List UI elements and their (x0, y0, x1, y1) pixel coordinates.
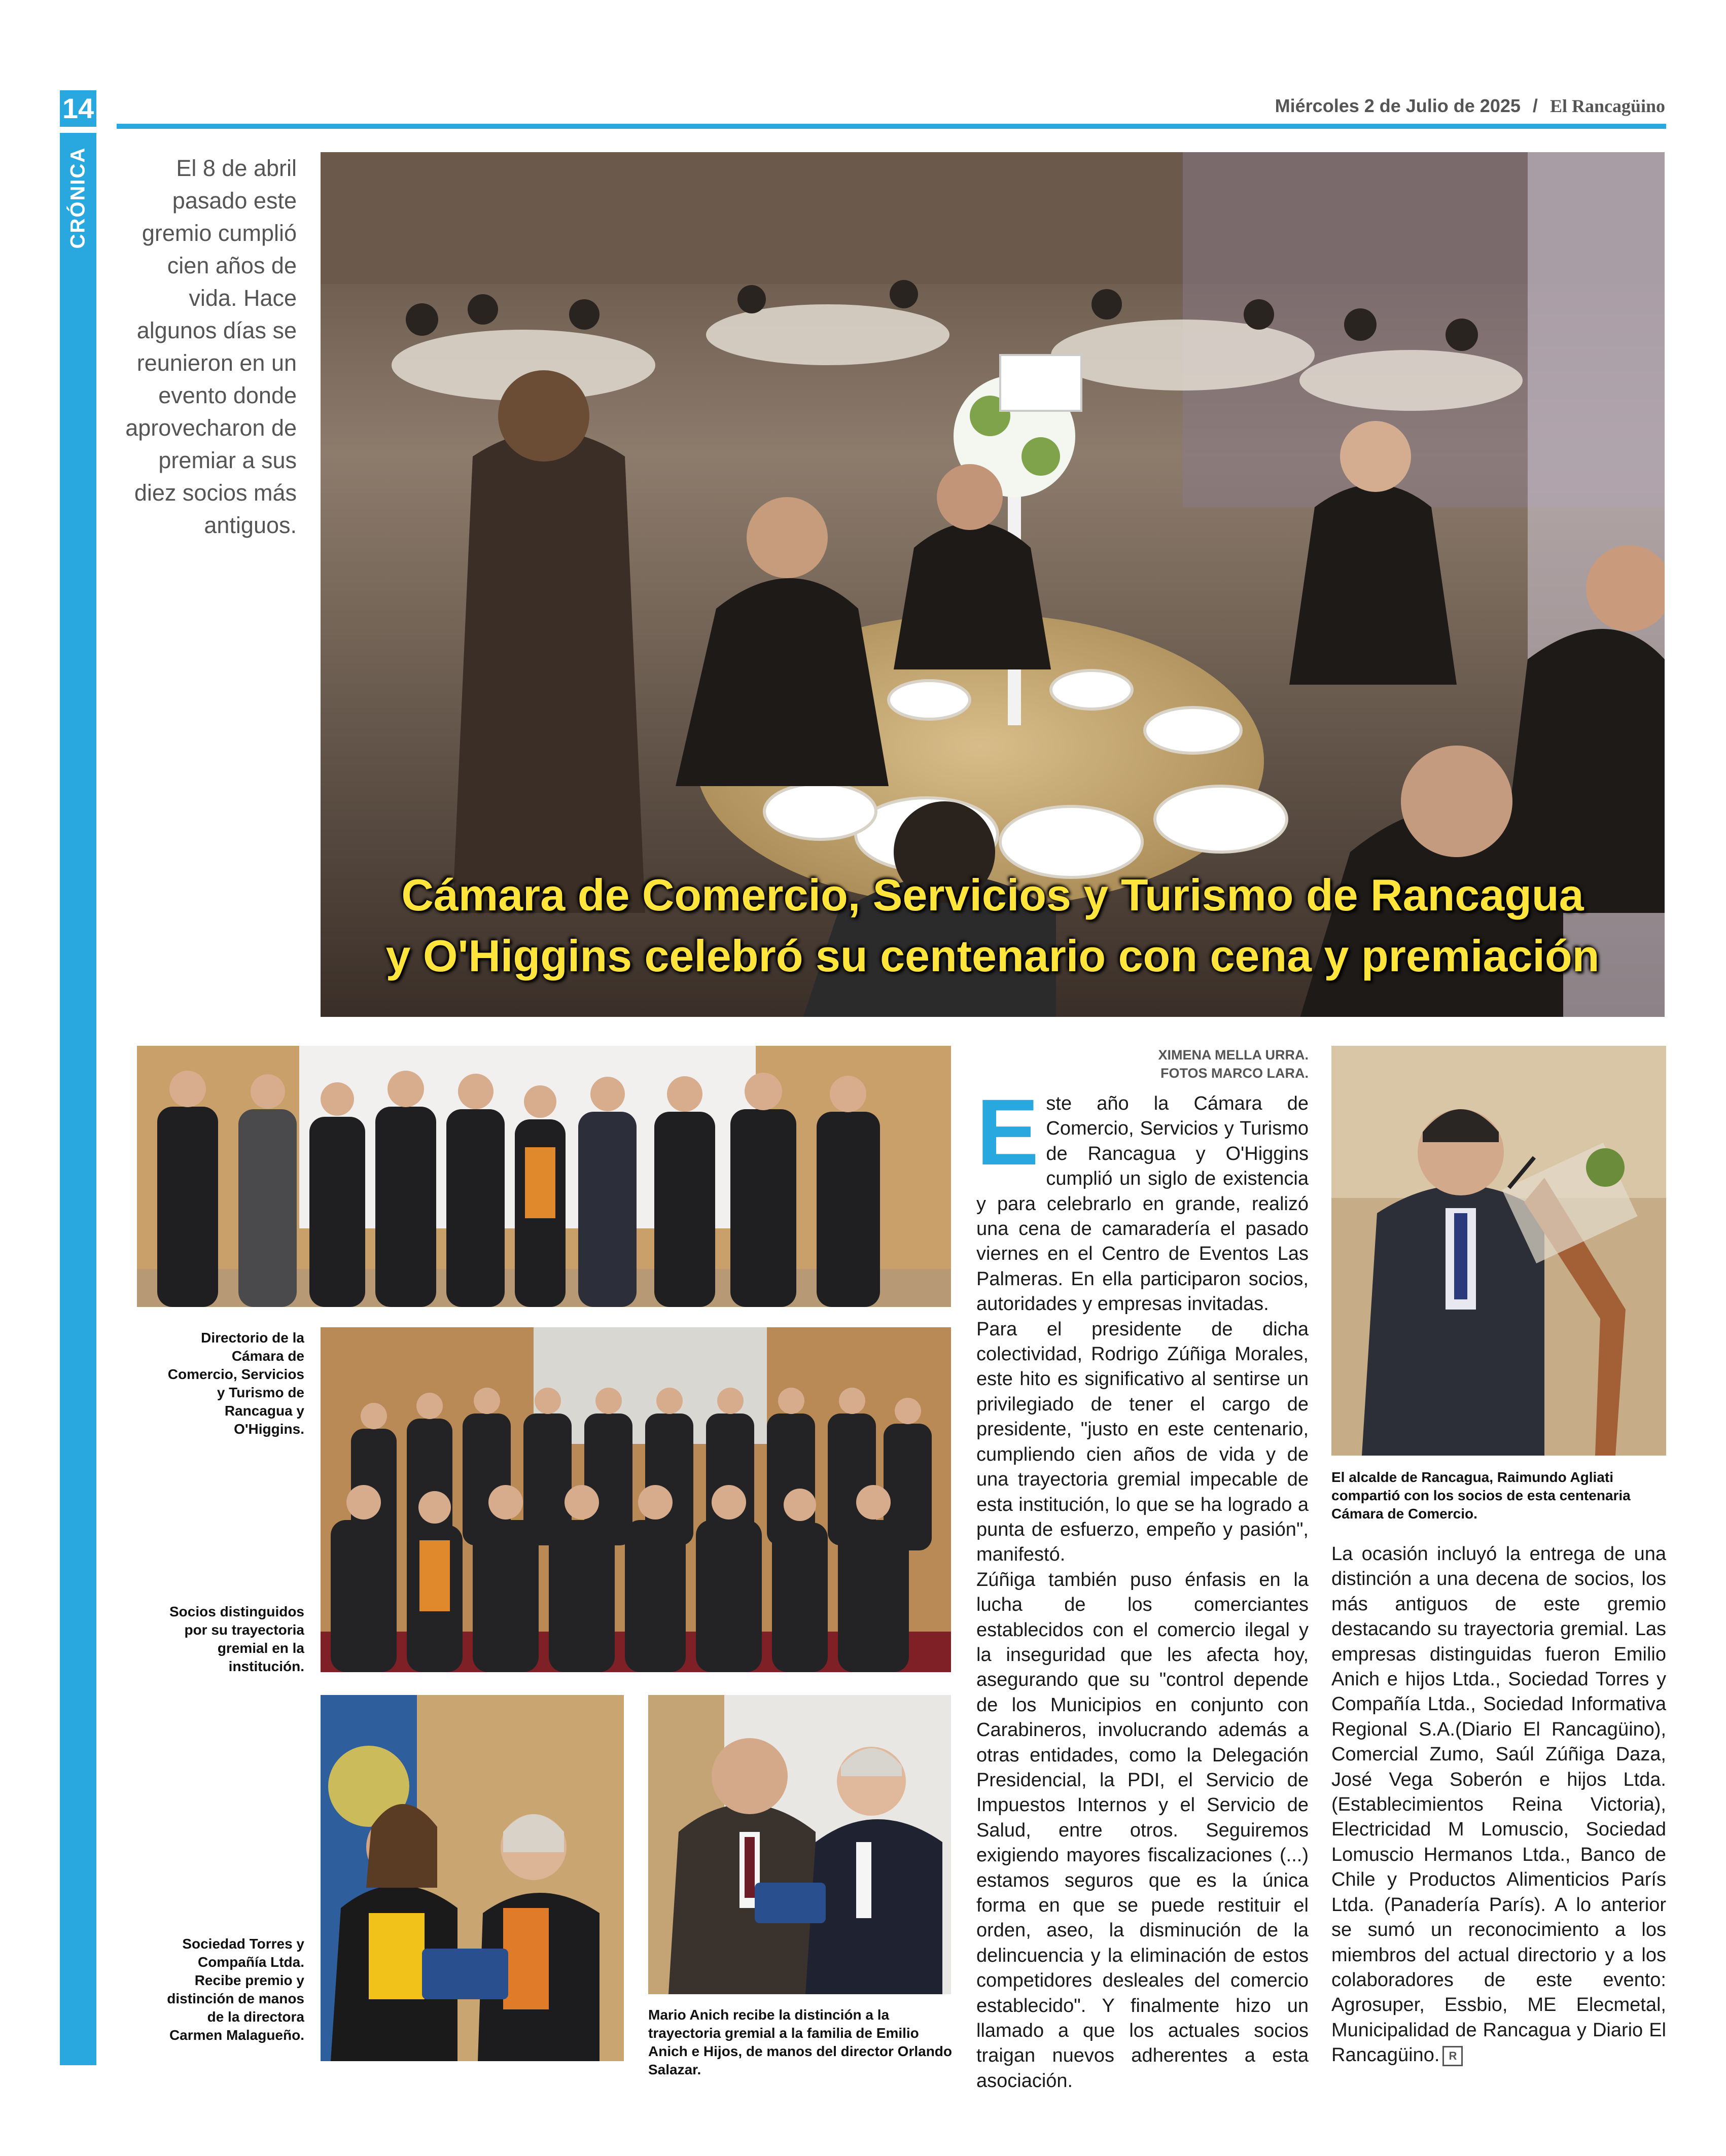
article-paragraph-2: Para el presidente de dicha colectividad, Rodrigo Zúñiga Morales, este hito es significativo al sentirse un privilegiado de tener el cargo de presidente, "justo en este centenario, cumpliendo cien años de vida y de una trayectoria gremial impecable de esta institución, lo que se ha logrado a punta de esfuerzo, empeño y pasión", manifestó. (976, 1318, 1309, 1566)
article-paragraph-1 (976, 1080, 1309, 1317)
end-mark-icon: R (1442, 2046, 1463, 2066)
header-dateline (1275, 95, 1665, 117)
section-label: CRÓNICA (66, 147, 89, 249)
page-number: 14 (60, 90, 96, 127)
caption-anich: Mario Anich recibe la distinción a la trayectoria gremial a la familia de Emilio Anich e Hijos, de manos del director Orlando Salazar. (648, 2007, 953, 2077)
byline-author: XIMENA MELLA URRA. (1158, 1047, 1309, 1063)
header-separator: / (1532, 95, 1538, 116)
header-date: Miércoles 2 de Julio de 2025 (1275, 95, 1521, 116)
photo-mario-anich (648, 1695, 951, 1994)
headline-line-1: Cámara de Comercio, Servicios y Turismo de Rancagua (401, 870, 1584, 920)
article-p4-text: La ocasión incluyó la entrega de una distinción a una decena de socios, los más antiguos de este gremio destacando su trayectoria gremial. Las empresas distinguidas fueron Emilio Anich e hijos Ltda., Sociedad Torres y Compañía Ltda., Sociedad Informativa Regional S.A.(Diario El Rancagüino), Comercial Zumo, Saúl Zúñiga Daza, José Vega Soberón e hijos Ltda. (Establecimientos Reina Victoria), Electricidad M Lomuscio, Sociedad Lomuscio Hermanos Ltda., Banco de Chile y Productos Alimenticios París Ltda. (Panadería París). A lo anterior se sumó un reconocimiento a los miembros del actual directorio y a los colaboradores de este evento: Agrosuper, Essbio, ME Elecmetal, Municipalidad de Rancagua y Diario El Rancagüino. (1331, 1543, 1666, 2066)
caption-alcalde: El alcalde de Rancagua, Raimundo Agliati compartió con los socios de esta centenaria Cámara de Comercio. (1331, 1469, 1631, 1522)
photo-directorio (137, 1046, 951, 1307)
article-p1-text: ste año la Cámara de Comercio, Servicios y Turismo de Rancagua y O'Higgins cumplió un siglo de existencia y para celebrarlo en grande, realizó una cena de camaradería el pasado viernes en el Centro de Eventos Las Palmeras. En ella participaron socios, autoridades y empresas invitadas. (976, 1093, 1309, 1315)
article-column-1 (976, 1080, 1309, 2094)
publication-name: El Rancagüino (1549, 96, 1665, 116)
section-sidebar (60, 133, 96, 2065)
byline-photos: FOTOS MARCO LARA. (1160, 1066, 1309, 1081)
header-rule (117, 124, 1666, 129)
drop-cap: E (976, 1080, 1039, 1185)
photo-sociedad-torres (321, 1695, 624, 2061)
photo-socios-distinguidos (321, 1327, 951, 1672)
article-column-2 (1331, 1542, 1666, 2068)
caption-torres: Sociedad Torres y Compañía Ltda. Recibe premio y distinción de manos de la directora Carmen Malagueño. (167, 1936, 304, 2043)
article-paragraph-3: Zúñiga también puso énfasis en la lucha de los comerciantes establecidos con el comercio ilegal y la inseguridad que les afecta hoy, asegurando que su "control depende de los Municipios en conjunto con Carabineros, involucrando además a otras entidades, como la Delegación Presidencial, la PDI, el Servicio de Impuestos Internos y el Servicio de Salud, entre otros. Seguiremos exigiendo mayores fiscalizaciones (...) estamos seguros que es la única forma en que se puede restituir el orden, aseo, la disminución de la delincuencia y la eliminación de estos competidores desleales del comercio establecido". Y finalmente hizo un llamado a que los actuales socios traigan nuevos adherentes a esta asociación. (976, 1569, 1309, 2092)
lead-text: El 8 de abril pasado este gremio cumplió cien años de vida. Hace algunos días se reunieron en un evento donde aprovecharon de premiar a sus diez socios más antiguos. (125, 155, 297, 538)
caption-socios: Socios distinguidos por su trayectoria gremial en la institución. (169, 1604, 304, 1674)
section-label-wrap (60, 147, 96, 249)
headline-line-2: y O'Higgins celebró su centenario con cena y premiación (385, 931, 1600, 981)
headline (321, 865, 1665, 986)
caption-directorio: Directorio de la Cámara de Comercio, Servicios y Turismo de Rancagua y O'Higgins. (167, 1330, 304, 1437)
photo-alcalde (1331, 1046, 1666, 1456)
byline (976, 1046, 1309, 1082)
article-paragraph-4 (1331, 1542, 1666, 2068)
